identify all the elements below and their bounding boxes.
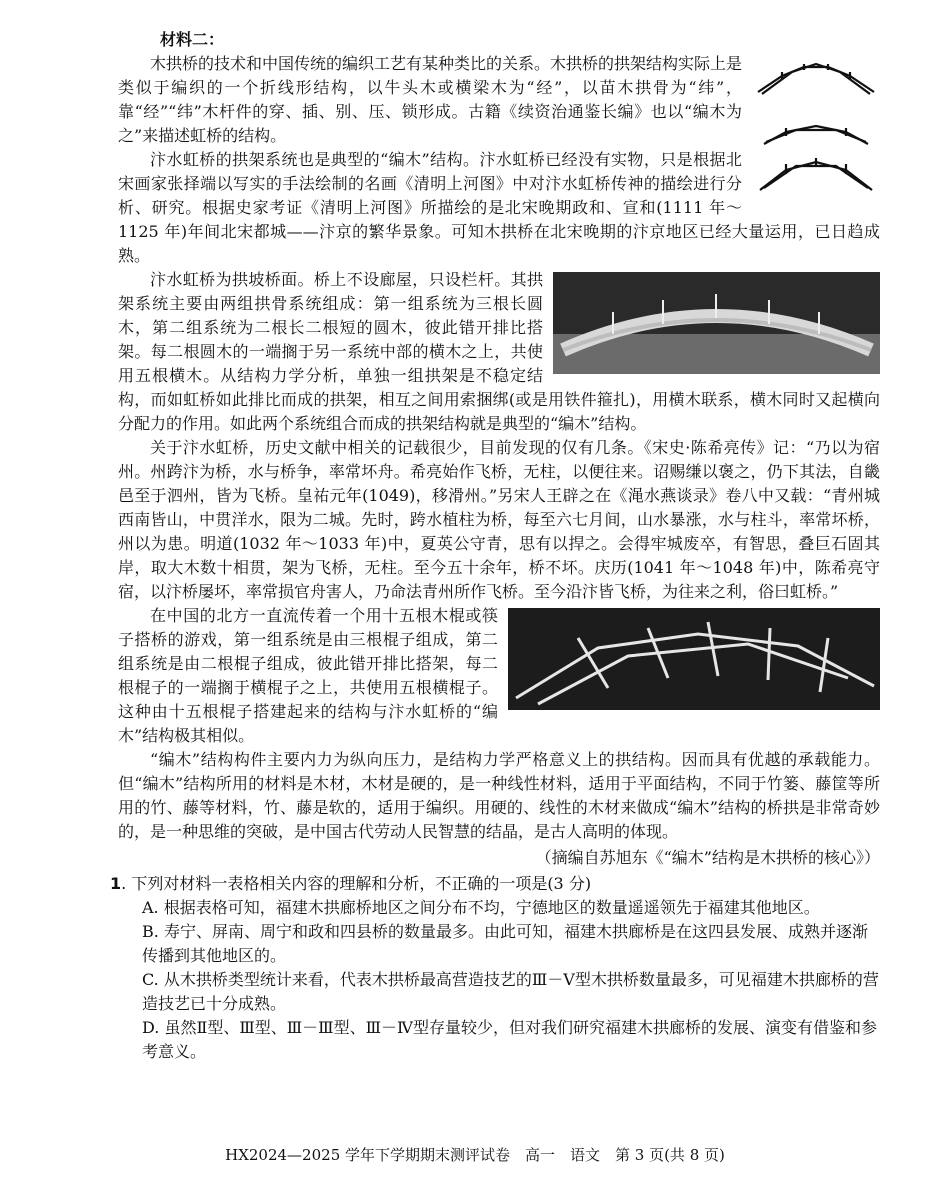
option-label: B. xyxy=(142,922,159,941)
option-text: 寿宁、屏南、周宁和政和四县桥的数量最多。由此可知，福建木拱廊桥是在这四县发展、成熟并逐渐传播到其他地区的。 xyxy=(142,922,868,965)
option-text: 虽然Ⅱ型、Ⅲ型、Ⅲ－Ⅲ型、Ⅲ－Ⅳ型存量较少，但对我们研究福建木拱廊桥的发展、演变有借鉴和参考意义。 xyxy=(142,1018,878,1061)
paragraph-2: 汴水虹桥的拱架系统也是典型的“编木”结构。汴水虹桥已经没有实物，只是根据北宋画家张择端以写实的手法绘制的名画《清明上河图》中对汴水虹桥传神的描绘进行分析、研究。根据史家考证《清明上河图》所描绘的是北宋晚期政和、宣和(1111 年～1125 年)年间北宋都城——汴京的繁华景象。可知木拱桥在北宋晚期的汴京地区已经大量运用，已日趋成熟。 xyxy=(118,150,880,265)
option-label: A. xyxy=(142,898,159,917)
paragraph-4: 关于汴水虹桥，历史文献中相关的记载很少，目前发现的仅有几条。《宋史·陈希亮传》记：“乃以为宿州。州跨汴为桥，水与桥争，率常坏舟。希亮始作飞桥，无柱，以便往来。诏赐缣以褒之，仍下其法，自畿邑至于泗州，皆为飞桥。皇祐元年(1049)，移滑州。”另宋人王辟之在《渑水燕谈录》卷八中又载：“青州城西南皆山，中贯洋水，限为二城。先时，跨水植柱为桥，每至六七月间，山水暴涨，水与柱斗，率常坏桥，州以为患。明道(1032 年～1033 年)中，夏英公守青，思有以捍之。会得牢城废卒，有智思，叠巨石固其岸，取大木数十相贯，架为飞桥，无柱。至今五十余年，桥不坏。庆历(1041 年～1048 年)中，陈希亮守宿，以汴桥屡坏，率常损官舟害人，乃命法青州所作飞桥。至今沿汴皆飞桥，为往来之利，俗曰虹桥。” xyxy=(118,438,880,601)
question-number: 1 xyxy=(110,874,122,893)
paragraph-6: “编木”结构构件主要内力为纵向压力，是结构力学严格意义上的拱结构。因而具有优越的承载能力。但“编木”结构所用的材料是木材，木材是硬的，是一种线性材料，适用于平面结构，不同于竹篓、藤筐等所用的竹、藤等材料，竹、藤是软的，适用于编织。用硬的、线性的木材来做成“编木”结构的桥拱是非常奇妙的，是一种思维的突破，是中国古代劳动人民智慧的结晶，是古人高明的体现。 xyxy=(118,750,880,841)
option-b xyxy=(118,920,880,968)
source-citation: （摘编自苏旭东《“编木”结构是木拱桥的核心》） xyxy=(535,848,880,867)
option-a xyxy=(118,896,880,920)
paragraph-1: 木拱桥的技术和中国传统的编织工艺有某种类比的关系。木拱桥的拱架结构实际上是类似于编织的一个折线形结构，以牛头木或横梁木为“经”，以苗木拱骨为“纬”，靠“经”“纬”木杆件的穿、插、别、压、锁形成。古籍《续资治通鉴长编》也以“编木为之”来描述虹桥的结构。 xyxy=(118,54,743,145)
question-text: . 下列对材料一表格相关内容的理解和分析，不正确的一项是(3 分) xyxy=(121,874,592,893)
option-c xyxy=(118,968,880,1016)
option-label: C. xyxy=(142,970,159,989)
document-page xyxy=(110,28,880,1064)
arch-diagram-figure xyxy=(752,58,880,208)
paragraph-3: 汴水虹桥为拱坡桥面。桥上不设廊屋，只设栏杆。其拱架系统主要由两组拱骨系统组成：第一组系统为三根长圆木，第二组系统为二根长二根短的圆木，彼此错开排比搭架。每二根圆木的一端搁于另一系统中部的横木之上，共使用五根横木。从结构力学分析，单独一组拱架是不稳定结构，而如虹桥如此排比而成的拱架，相互之间用索捆绑(或是用铁件箍扎)，用横木联系，横木同时又起横向分配力的作用。如此两个系统组合而成的拱架结构就是典型的“编木”结构。 xyxy=(118,270,880,433)
bridge-model-photo xyxy=(553,272,880,374)
paragraph-5: 在中国的北方一直流传着一个用十五根木棍或筷子搭桥的游戏，第一组系统是由三根棍子组成，第二组系统是由二根棍子组成，彼此错开排比搭架，每二根棍子的一端搁于横棍子之上，共使用五根横棍子。这种由十五根棍子搭建起来的结构与汴水虹桥的“编木”结构极其相似。 xyxy=(118,606,498,745)
page-footer: HX2024—2025 学年下学期期末测评试卷 高一 语文 第 3 页(共 8 页) xyxy=(225,1146,725,1164)
option-text: 根据表格可知，福建木拱廊桥地区之间分布不均，宁德地区的数量遥遥领先于福建其他地区。 xyxy=(163,898,820,917)
chopstick-bridge-photo xyxy=(508,608,880,710)
section-heading: 材料二： xyxy=(160,30,225,49)
option-label: D. xyxy=(142,1018,160,1037)
option-text: 从木拱桥类型统计来看，代表木拱桥最高营造技艺的Ⅲ－Ⅴ型木拱桥数量最多，可见福建木拱廊桥的营造技艺已十分成熟。 xyxy=(142,970,879,1013)
question-stem xyxy=(110,872,880,896)
option-d xyxy=(118,1016,880,1064)
